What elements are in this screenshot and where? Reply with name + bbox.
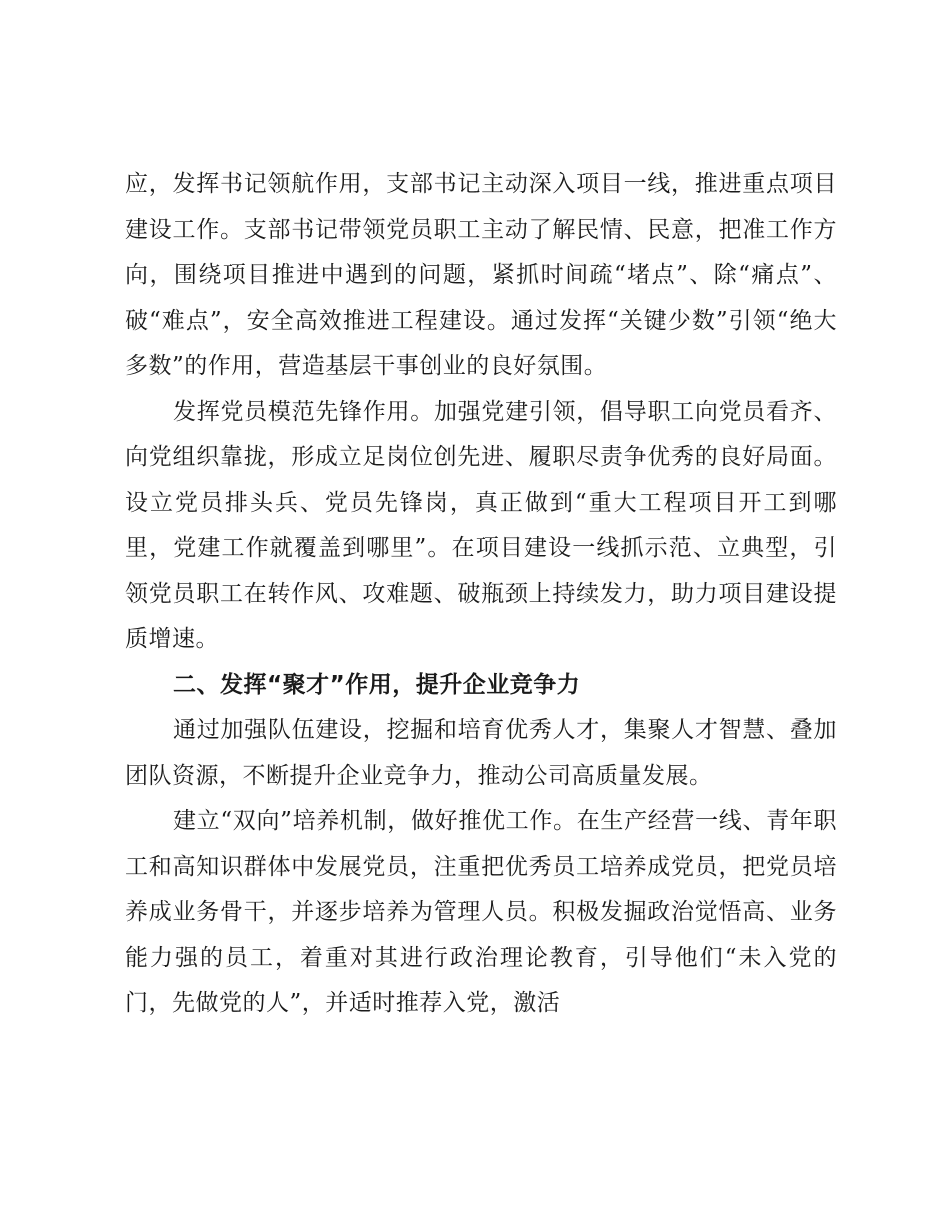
paragraph-party-member-role: 发挥党员模范先锋作用。加强党建引领，倡导职工向党员看齐、向党组织靠拢，形成立足岗位创先进、履职尽责争优秀的良好局面。设立党员排头兵、党员先锋岗，真正做到“重大工程项目开工到哪里，党建工作就覆盖到哪里”。在项目建设一线抓示范、立典型，引领党员职工在转作风、攻难题、破瓶颈上持续发力，助力项目建设提质增速。	[125, 398, 837, 652]
paragraph-continuation: 应，发挥书记领航作用，支部书记主动深入项目一线，推进重点项目建设工作。支部书记带领党员职工主动了解民情、民意，把准工作方向，围绕项目推进中遇到的问题，紧抓时间疏“堵点”、除“痛点”、破“难点”，安全高效推进工程建设。通过发挥“关键少数”引领“绝大多数”的作用，营造基层干事创业的良好氛围。	[125, 171, 837, 379]
section-heading-talent: 二、发挥“聚才”作用，提升企业竞争力	[173, 671, 581, 698]
document-body	[125, 162, 837, 1027]
paragraph-training-mechanism: 建立“双向”培养机制，做好推优工作。在生产经营一线、青年职工和高知识群体中发展党员，注重把优秀员工培养成党员，把党员培养成业务骨干，并逐步培养为管理人员。积极发掘政治觉悟高、业务能力强的员工，着重对其进行政治理论教育，引导他们“未入党的门，先做党的人”，并适时推荐入党，激活	[125, 808, 837, 1016]
paragraph-talent-intro: 通过加强队伍建设，挖掘和培育优秀人才，集聚人才智慧、叠加团队资源，不断提升企业竞争力，推动公司高质量发展。	[125, 717, 837, 789]
